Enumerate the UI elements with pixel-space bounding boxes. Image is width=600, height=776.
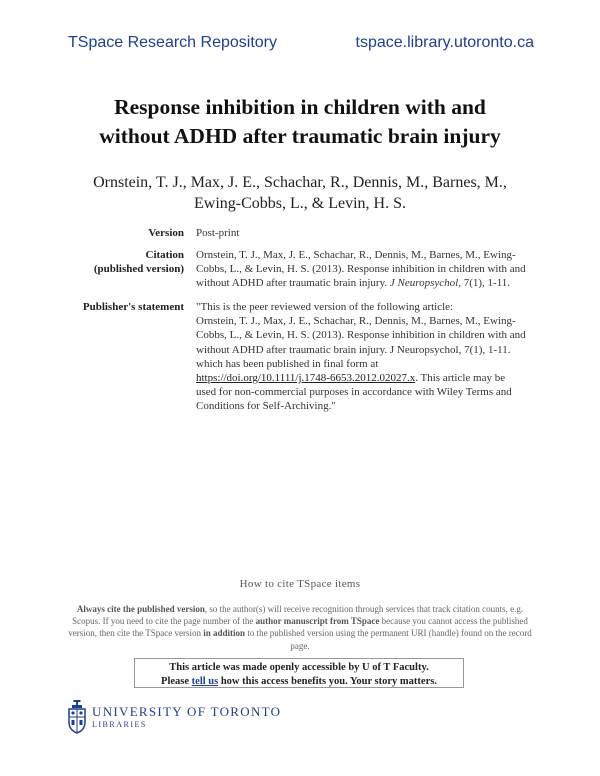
publisher-line-8: Conditions for Self-Archiving." (196, 400, 336, 413)
university-logo[interactable] (68, 700, 281, 734)
repository-url[interactable]: tspace.library.utoronto.ca (355, 34, 534, 51)
citation-value (196, 248, 544, 291)
repository-name[interactable]: TSpace Research Repository (68, 34, 277, 51)
logo-libraries: LIBRARIES (92, 720, 147, 729)
citation-label-line-2: (published version) (93, 263, 184, 276)
doi-tail: . This article may be (415, 372, 506, 385)
guidance-text-1: , so the author(s) will receive recognition through services that track citation counts, e.g. Scopus. If you need to cite the page number of the (72, 604, 524, 627)
tell-us-link[interactable]: tell us (191, 675, 219, 687)
publisher-line-5: which has been published in final form at (196, 357, 379, 370)
logo-university: UNIVERSITY OF TORONTO (92, 704, 282, 719)
publisher-line-7: used for non-commercial purposes in accordance with Wiley Terms and (196, 386, 512, 399)
publisher-line-6 (196, 371, 544, 385)
logo-wordmark (92, 700, 281, 731)
publisher-line-4: without ADHD after traumatic brain injury. J Neuropsychol, 7(1), 1-11. (196, 343, 511, 356)
authors-line-2: Ewing-Cobbs, L., & Levin, H. S. (194, 195, 406, 212)
journal-name: J Neuropsychol (389, 277, 459, 290)
citation-line-1: Ornstein, T. J., Max, J. E., Schachar, R., Dennis, M., Barnes, M., Ewing- (196, 249, 516, 261)
citation-line-3 (196, 276, 544, 290)
article-title (60, 93, 540, 151)
access-pre: Please (161, 675, 192, 687)
guidance-bold-1: Always cite the published version (76, 604, 205, 614)
authors-line-1: Ornstein, T. J., Max, J. E., Schachar, R., Dennis, M., Barnes, M., (93, 174, 507, 191)
repository-header (68, 34, 534, 52)
crest-icon (68, 700, 86, 734)
citation-label (60, 248, 184, 276)
publisher-label: Publisher's statement (82, 301, 184, 313)
citation-guidance (68, 603, 532, 652)
open-access-notice (134, 658, 464, 688)
publisher-line-2: Ornstein, T. J., Max, J. E., Schachar, R., Dennis, M., Barnes, M., Ewing- (196, 315, 516, 328)
publisher-line-3: Cobbs, L., & Levin, H. S. (2013). Response inhibition in children with and (196, 329, 526, 342)
title-line-1: Response inhibition in children with and (114, 95, 486, 119)
version-label: Version (148, 227, 184, 239)
citation-line-3-text: without ADHD after traumatic brain injury. (196, 277, 388, 290)
access-post: how this access benefits you. Your story matters. (218, 675, 437, 687)
access-line-2 (135, 675, 463, 689)
version-value: Post-print (196, 227, 240, 239)
guidance-bold-3: in addition (203, 628, 246, 639)
publisher-value (196, 300, 544, 414)
guidance-text-3: to the published version using the permanent URI (handle) found on the record page. (245, 628, 532, 651)
access-line-1: This article was made openly accessible by U of T Faculty. (169, 662, 429, 673)
article-authors (60, 172, 540, 214)
how-to-cite-heading: How to cite TSpace items (239, 578, 361, 590)
doi-link[interactable]: https://doi.org/10.1111/j.1748-6653.2012.02027.x (196, 372, 416, 385)
citation-line-2: Cobbs, L., & Levin, H. S. (2013). Response inhibition in children with and (196, 263, 526, 276)
citation-label-line-1: Citation (145, 249, 184, 261)
title-line-2: without ADHD after traumatic brain injury (99, 124, 501, 148)
publisher-line-1: "This is the peer reviewed version of the following article: (196, 301, 454, 313)
guidance-text-2: because you cannot access the published version, then cite the TSpace version (68, 616, 528, 639)
guidance-bold-2: author manuscript from TSpace (255, 616, 380, 627)
citation-tail: , 7(1), 1-11. (458, 277, 511, 290)
